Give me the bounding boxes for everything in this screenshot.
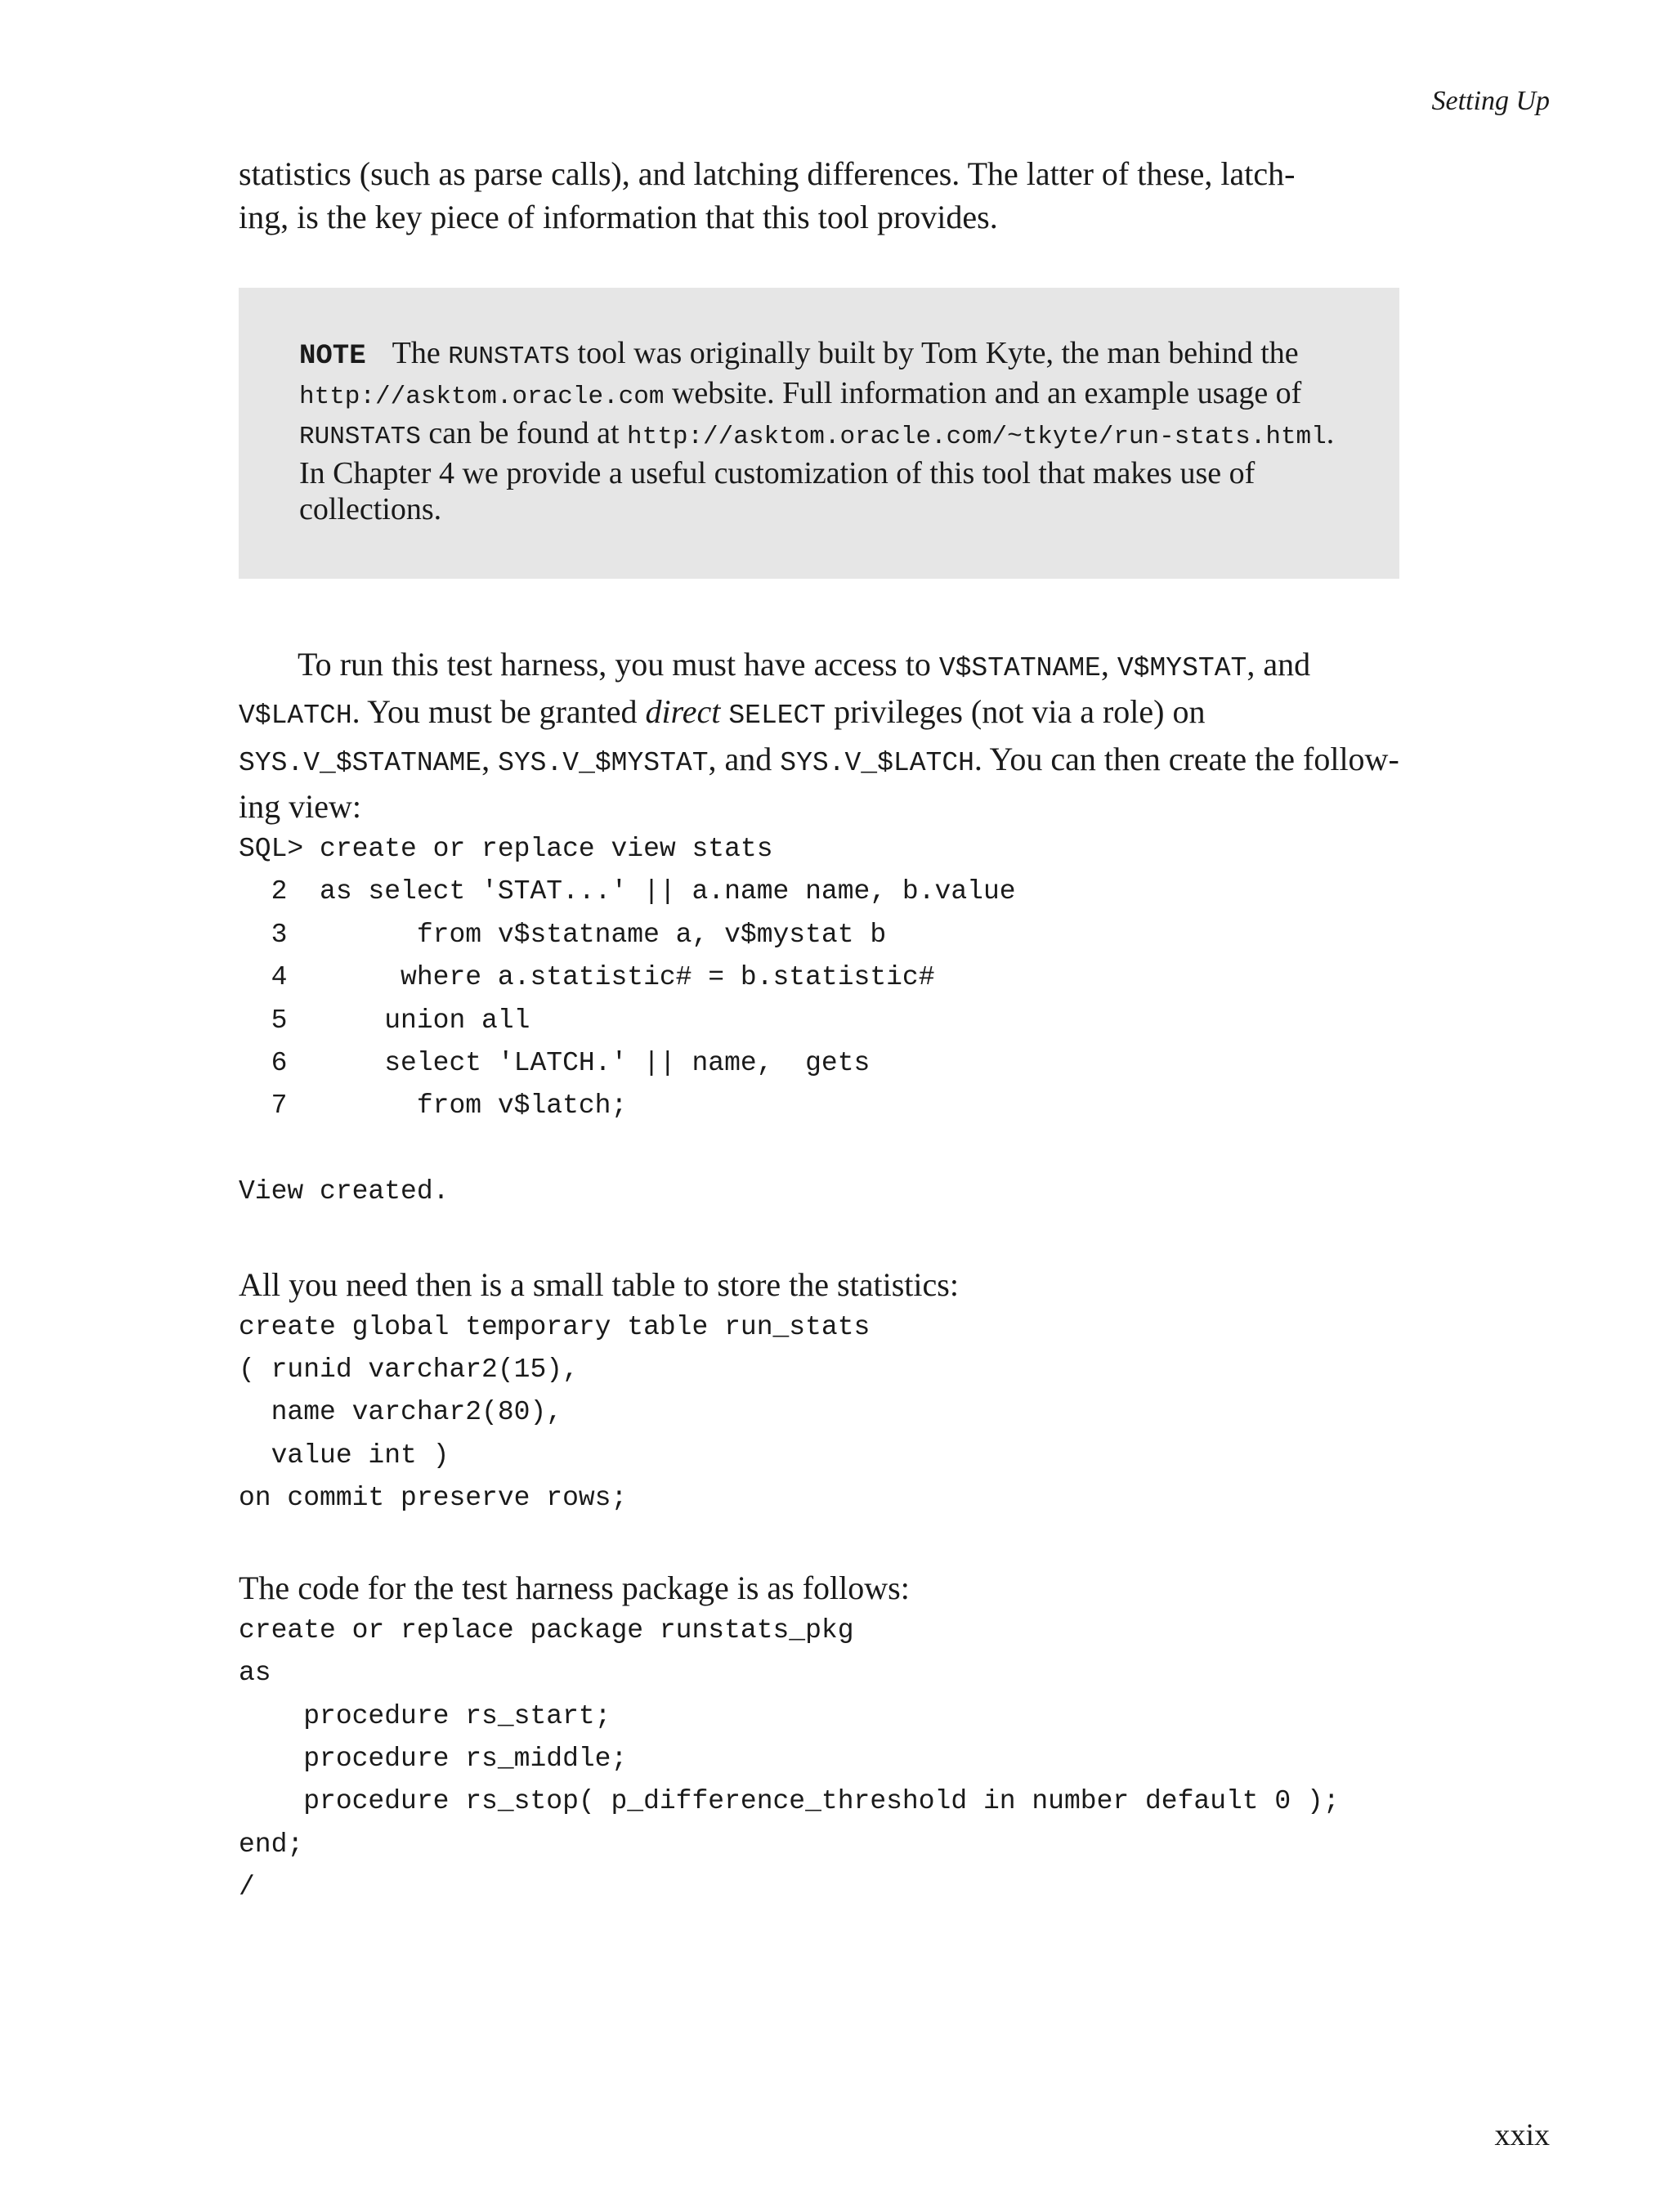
inline-code: V$MYSTAT — [1117, 653, 1247, 683]
note-code-runstats: RUNSTATS — [448, 343, 571, 371]
text-segment: , and — [708, 741, 781, 777]
text-segment: . You must be granted — [351, 693, 646, 730]
inline-code: SYS.V_$LATCH — [780, 748, 974, 778]
note-link-asktom[interactable]: http://asktom.oracle.com — [299, 383, 665, 411]
note-text-segment: tool was originally built by Tom Kyte, the man behind the — [570, 336, 1299, 370]
note-code-runstats: RUNSTATS — [299, 423, 421, 451]
note-label: NOTE — [299, 341, 366, 372]
text-segment: . You can then create the follow-ing view: — [239, 741, 1399, 825]
inline-code: V$LATCH — [239, 701, 352, 731]
text-segment: privileges (not via a role) on — [826, 693, 1206, 730]
note-text — [299, 335, 1339, 527]
access-paragraph — [239, 643, 1399, 828]
inline-code: SYS.V_$MYSTAT — [498, 748, 709, 778]
code-block-package: create or replace package runstats_pkg as procedure rs_start; procedure rs_middle; procedure rs_stop( p_difference_threshold in number default 0 ); end; / — [239, 1614, 1340, 1903]
note-link-runstats-html[interactable]: http://asktom.oracle.com/~tkyte/run-stats.html — [627, 423, 1327, 451]
inline-code: V$STATNAME — [938, 653, 1101, 683]
note-text-segment: . In Chapter 4 we provide a useful customization of this tool that makes use of collections. — [299, 416, 1335, 526]
text-segment: , — [1100, 646, 1117, 683]
package-intro-paragraph: The code for the test harness package is as follows: — [239, 1569, 910, 1606]
page-number: xxix — [1494, 2118, 1550, 2152]
table-intro-paragraph: All you need then is a small table to store the statistics: — [239, 1265, 959, 1303]
intro-paragraph — [239, 152, 1399, 239]
text-segment: , and — [1247, 646, 1311, 683]
inline-code: SYS.V_$STATNAME — [239, 748, 482, 778]
code-block-create-table: create global temporary table run_stats ( runid varchar2(15), name varchar2(80), value int ) on commit preserve rows; — [239, 1311, 871, 1514]
running-head: Setting Up — [1431, 86, 1550, 116]
note-box — [239, 288, 1399, 579]
text-segment — [720, 693, 728, 730]
inline-code: SELECT — [728, 701, 826, 731]
code-block-create-view: SQL> create or replace view stats 2 as select 'STAT...' || a.name name, b.value 3 from v$statname a, v$mystat b 4 where a.statistic# = b.statistic# 5 union all 6 select 'LATCH.' || name, gets 7 from v$latch; View created. — [239, 834, 1016, 1207]
intro-line-1: statistics (such as parse calls), and latching differences. The latter of these, latch- — [239, 155, 1296, 192]
page-body — [239, 152, 1399, 1910]
text-segment: , — [481, 741, 499, 777]
note-text-segment: can be found at — [420, 416, 628, 450]
intro-line-2: ing, is the key piece of information that this tool provides. — [239, 199, 998, 235]
text-segment: To run this test harness, you must have access to — [298, 646, 939, 683]
emphasis-direct: direct — [645, 693, 721, 730]
note-text-segment: website. Full information and an example usage of — [664, 376, 1302, 410]
note-text-segment: The — [392, 336, 449, 370]
